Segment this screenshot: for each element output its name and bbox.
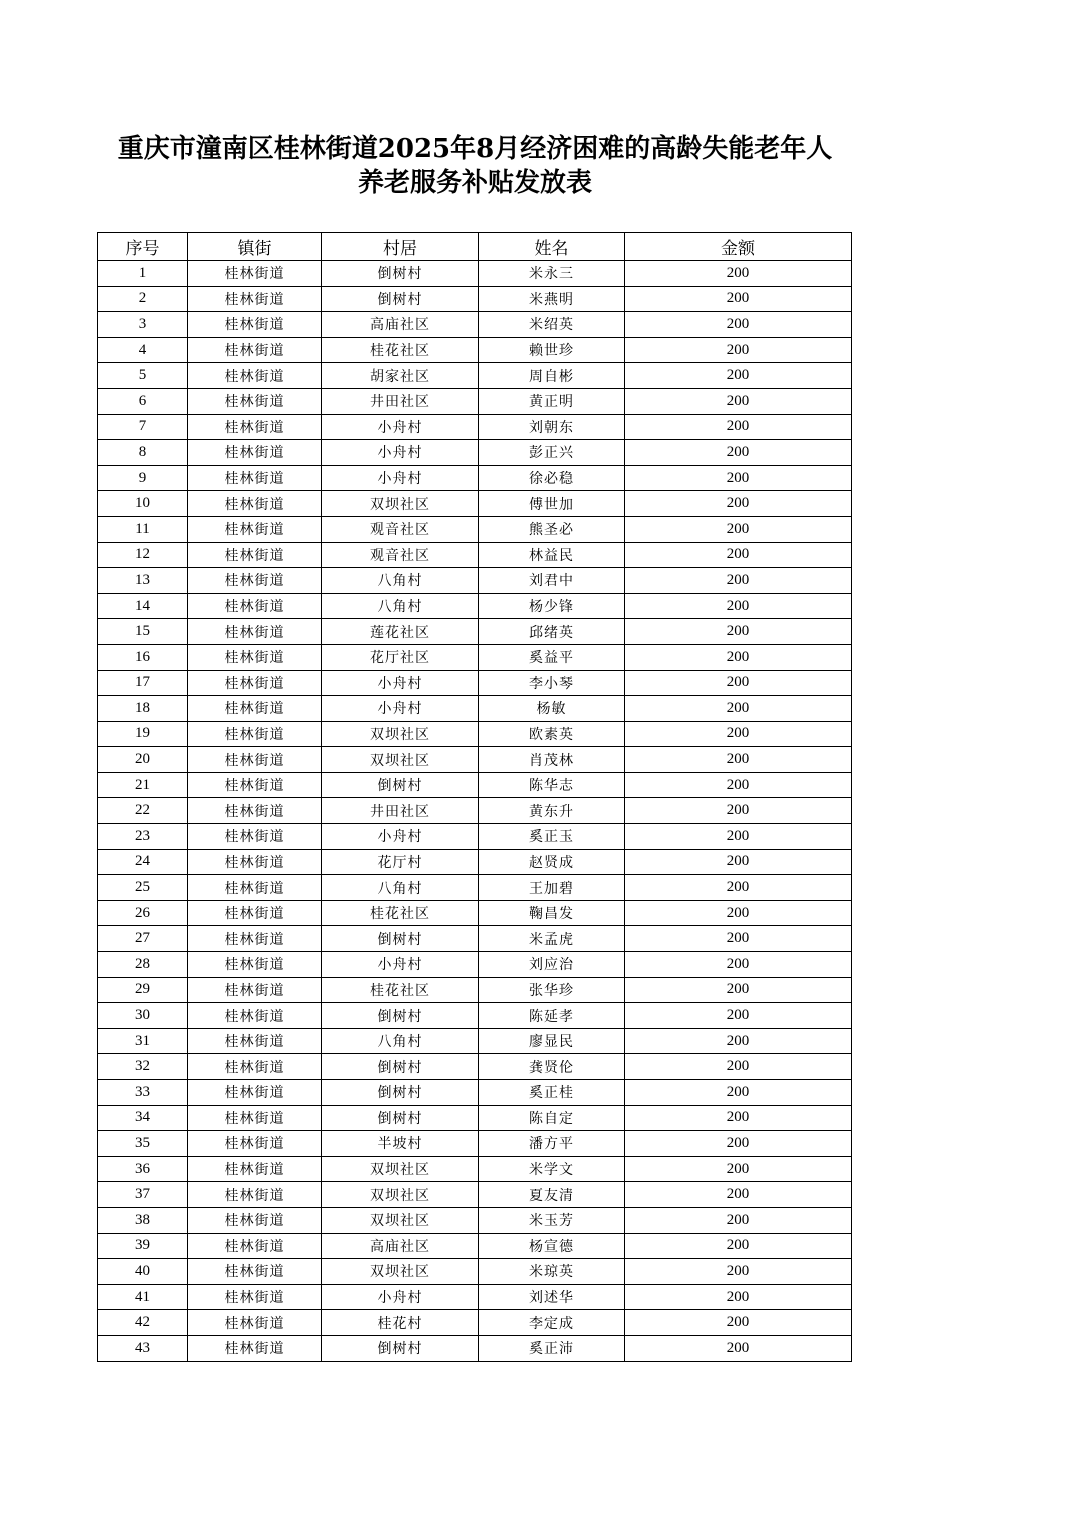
- cell-amount: 200: [625, 1156, 852, 1182]
- cell-amount: 200: [625, 363, 852, 389]
- header-village: 村居: [322, 233, 479, 261]
- cell-amount: 200: [625, 926, 852, 952]
- cell-amount: 200: [625, 696, 852, 722]
- page-title: [0, 132, 950, 200]
- cell-village: 倒树村: [322, 1080, 479, 1106]
- table-row: [98, 1156, 852, 1182]
- cell-name: 周自彬: [479, 363, 625, 389]
- cell-village: 双坝社区: [322, 1207, 479, 1233]
- cell-amount: 200: [625, 1207, 852, 1233]
- cell-name: 徐必稳: [479, 465, 625, 491]
- cell-town: 桂林街道: [188, 798, 322, 824]
- cell-town: 桂林街道: [188, 1156, 322, 1182]
- table-row: [98, 414, 852, 440]
- cell-amount: 200: [625, 875, 852, 901]
- cell-name: 鞠昌发: [479, 900, 625, 926]
- cell-serial: 12: [98, 542, 188, 568]
- cell-village: 八角村: [322, 568, 479, 594]
- table-row: [98, 1131, 852, 1157]
- table-row: [98, 465, 852, 491]
- cell-amount: 200: [625, 747, 852, 773]
- table-row: [98, 516, 852, 542]
- cell-name: 赖世珍: [479, 337, 625, 363]
- cell-town: 桂林街道: [188, 1054, 322, 1080]
- cell-serial: 35: [98, 1131, 188, 1157]
- cell-town: 桂林街道: [188, 414, 322, 440]
- table-row: [98, 388, 852, 414]
- cell-village: 小舟村: [322, 465, 479, 491]
- cell-amount: 200: [625, 824, 852, 850]
- table-row: [98, 1105, 852, 1131]
- table-row: [98, 1284, 852, 1310]
- table-row: [98, 952, 852, 978]
- table-row: [98, 1207, 852, 1233]
- cell-name: 杨宣德: [479, 1233, 625, 1259]
- cell-village: 倒树村: [322, 772, 479, 798]
- cell-town: 桂林街道: [188, 465, 322, 491]
- cell-name: 李定成: [479, 1310, 625, 1336]
- cell-town: 桂林街道: [188, 721, 322, 747]
- cell-town: 桂林街道: [188, 952, 322, 978]
- cell-amount: 200: [625, 286, 852, 312]
- cell-serial: 20: [98, 747, 188, 773]
- cell-amount: 200: [625, 568, 852, 594]
- cell-town: 桂林街道: [188, 900, 322, 926]
- cell-amount: 200: [625, 1284, 852, 1310]
- cell-serial: 13: [98, 568, 188, 594]
- cell-name: 杨敏: [479, 696, 625, 722]
- cell-amount: 200: [625, 1233, 852, 1259]
- cell-name: 黄东升: [479, 798, 625, 824]
- cell-serial: 32: [98, 1054, 188, 1080]
- table-row: [98, 568, 852, 594]
- cell-amount: 200: [625, 798, 852, 824]
- cell-village: 倒树村: [322, 1105, 479, 1131]
- cell-amount: 200: [625, 542, 852, 568]
- cell-town: 桂林街道: [188, 388, 322, 414]
- cell-amount: 200: [625, 1003, 852, 1029]
- table-row: [98, 798, 852, 824]
- cell-amount: 200: [625, 1054, 852, 1080]
- cell-name: 陈华志: [479, 772, 625, 798]
- cell-village: 倒树村: [322, 1054, 479, 1080]
- cell-village: 高庙社区: [322, 1233, 479, 1259]
- cell-name: 米玉芳: [479, 1207, 625, 1233]
- cell-amount: 200: [625, 900, 852, 926]
- table-row: [98, 747, 852, 773]
- cell-village: 小舟村: [322, 440, 479, 466]
- cell-serial: 14: [98, 593, 188, 619]
- cell-serial: 21: [98, 772, 188, 798]
- cell-amount: 200: [625, 619, 852, 645]
- cell-town: 桂林街道: [188, 261, 322, 287]
- cell-amount: 200: [625, 772, 852, 798]
- cell-town: 桂林街道: [188, 1131, 322, 1157]
- cell-village: 倒树村: [322, 286, 479, 312]
- cell-village: 双坝社区: [322, 1182, 479, 1208]
- cell-name: 肖茂林: [479, 747, 625, 773]
- cell-name: 刘朝东: [479, 414, 625, 440]
- cell-serial: 15: [98, 619, 188, 645]
- cell-amount: 200: [625, 1335, 852, 1361]
- cell-town: 桂林街道: [188, 1284, 322, 1310]
- cell-name: 熊圣必: [479, 516, 625, 542]
- table-row: [98, 619, 852, 645]
- cell-amount: 200: [625, 1080, 852, 1106]
- cell-amount: 200: [625, 312, 852, 338]
- cell-town: 桂林街道: [188, 1003, 322, 1029]
- cell-amount: 200: [625, 1028, 852, 1054]
- cell-village: 观音社区: [322, 516, 479, 542]
- cell-town: 桂林街道: [188, 824, 322, 850]
- cell-village: 桂花社区: [322, 900, 479, 926]
- header-serial: 序号: [98, 233, 188, 261]
- cell-amount: 200: [625, 491, 852, 517]
- cell-town: 桂林街道: [188, 1182, 322, 1208]
- cell-village: 倒树村: [322, 261, 479, 287]
- table-row: [98, 670, 852, 696]
- cell-serial: 40: [98, 1259, 188, 1285]
- cell-serial: 39: [98, 1233, 188, 1259]
- cell-serial: 24: [98, 849, 188, 875]
- cell-name: 米绍英: [479, 312, 625, 338]
- cell-serial: 19: [98, 721, 188, 747]
- cell-village: 小舟村: [322, 696, 479, 722]
- table-row: [98, 1233, 852, 1259]
- cell-town: 桂林街道: [188, 1080, 322, 1106]
- cell-name: 奚正桂: [479, 1080, 625, 1106]
- cell-serial: 33: [98, 1080, 188, 1106]
- cell-serial: 18: [98, 696, 188, 722]
- cell-serial: 30: [98, 1003, 188, 1029]
- cell-name: 赵贤成: [479, 849, 625, 875]
- table-row: [98, 1054, 852, 1080]
- cell-village: 高庙社区: [322, 312, 479, 338]
- cell-village: 胡家社区: [322, 363, 479, 389]
- cell-town: 桂林街道: [188, 1105, 322, 1131]
- cell-amount: 200: [625, 1182, 852, 1208]
- cell-town: 桂林街道: [188, 644, 322, 670]
- cell-amount: 200: [625, 670, 852, 696]
- cell-town: 桂林街道: [188, 747, 322, 773]
- page-title-line-1: 重庆市潼南区桂林街道2025年8月经济困难的高龄失能老年人: [117, 134, 833, 164]
- cell-town: 桂林街道: [188, 568, 322, 594]
- cell-amount: 200: [625, 440, 852, 466]
- cell-name: 奚正沛: [479, 1335, 625, 1361]
- cell-name: 欧素英: [479, 721, 625, 747]
- table-row: [98, 363, 852, 389]
- cell-town: 桂林街道: [188, 875, 322, 901]
- table-row: [98, 1028, 852, 1054]
- table-row: [98, 824, 852, 850]
- table-row: [98, 1335, 852, 1361]
- cell-town: 桂林街道: [188, 1028, 322, 1054]
- cell-name: 刘述华: [479, 1284, 625, 1310]
- cell-town: 桂林街道: [188, 772, 322, 798]
- table-row: [98, 1182, 852, 1208]
- cell-village: 小舟村: [322, 414, 479, 440]
- cell-village: 倒树村: [322, 1003, 479, 1029]
- cell-serial: 29: [98, 977, 188, 1003]
- cell-village: 双坝社区: [322, 747, 479, 773]
- cell-amount: 200: [625, 414, 852, 440]
- table-row: [98, 1080, 852, 1106]
- cell-amount: 200: [625, 721, 852, 747]
- table-row: [98, 696, 852, 722]
- cell-amount: 200: [625, 1131, 852, 1157]
- cell-town: 桂林街道: [188, 619, 322, 645]
- cell-serial: 38: [98, 1207, 188, 1233]
- cell-town: 桂林街道: [188, 516, 322, 542]
- cell-serial: 11: [98, 516, 188, 542]
- cell-town: 桂林街道: [188, 440, 322, 466]
- table-row: [98, 261, 852, 287]
- cell-serial: 7: [98, 414, 188, 440]
- cell-name: 李小琴: [479, 670, 625, 696]
- cell-serial: 37: [98, 1182, 188, 1208]
- table-row: [98, 1003, 852, 1029]
- table-body: [98, 261, 852, 1362]
- cell-amount: 200: [625, 516, 852, 542]
- table-row: [98, 542, 852, 568]
- cell-serial: 9: [98, 465, 188, 491]
- cell-village: 花厅社区: [322, 644, 479, 670]
- cell-name: 陈延孝: [479, 1003, 625, 1029]
- cell-serial: 16: [98, 644, 188, 670]
- cell-name: 黄正明: [479, 388, 625, 414]
- cell-serial: 23: [98, 824, 188, 850]
- cell-serial: 36: [98, 1156, 188, 1182]
- cell-name: 王加碧: [479, 875, 625, 901]
- cell-serial: 3: [98, 312, 188, 338]
- cell-name: 龚贤伦: [479, 1054, 625, 1080]
- cell-village: 双坝社区: [322, 721, 479, 747]
- cell-village: 双坝社区: [322, 491, 479, 517]
- cell-serial: 10: [98, 491, 188, 517]
- cell-serial: 17: [98, 670, 188, 696]
- cell-town: 桂林街道: [188, 337, 322, 363]
- cell-town: 桂林街道: [188, 670, 322, 696]
- table-row: [98, 772, 852, 798]
- cell-village: 双坝社区: [322, 1259, 479, 1285]
- cell-name: 林益民: [479, 542, 625, 568]
- cell-serial: 22: [98, 798, 188, 824]
- cell-town: 桂林街道: [188, 1233, 322, 1259]
- page-title-line-2: 养老服务补贴发放表: [357, 168, 592, 198]
- cell-serial: 31: [98, 1028, 188, 1054]
- cell-village: 井田社区: [322, 798, 479, 824]
- cell-village: 八角村: [322, 875, 479, 901]
- table-row: [98, 900, 852, 926]
- table-row: [98, 593, 852, 619]
- cell-village: 井田社区: [322, 388, 479, 414]
- cell-village: 双坝社区: [322, 1156, 479, 1182]
- cell-village: 八角村: [322, 593, 479, 619]
- cell-serial: 6: [98, 388, 188, 414]
- cell-village: 莲花社区: [322, 619, 479, 645]
- cell-amount: 200: [625, 388, 852, 414]
- cell-town: 桂林街道: [188, 542, 322, 568]
- cell-name: 夏友清: [479, 1182, 625, 1208]
- cell-amount: 200: [625, 593, 852, 619]
- cell-name: 刘应治: [479, 952, 625, 978]
- header-name: 姓名: [479, 233, 625, 261]
- cell-village: 桂花社区: [322, 977, 479, 1003]
- cell-serial: 25: [98, 875, 188, 901]
- cell-amount: 200: [625, 644, 852, 670]
- table-row: [98, 440, 852, 466]
- cell-village: 桂花村: [322, 1310, 479, 1336]
- cell-name: 米燕明: [479, 286, 625, 312]
- table-row: [98, 1259, 852, 1285]
- cell-serial: 42: [98, 1310, 188, 1336]
- cell-town: 桂林街道: [188, 1335, 322, 1361]
- cell-serial: 5: [98, 363, 188, 389]
- cell-name: 奚正玉: [479, 824, 625, 850]
- cell-town: 桂林街道: [188, 849, 322, 875]
- table-row: [98, 926, 852, 952]
- cell-serial: 27: [98, 926, 188, 952]
- cell-serial: 43: [98, 1335, 188, 1361]
- cell-serial: 2: [98, 286, 188, 312]
- cell-serial: 4: [98, 337, 188, 363]
- cell-town: 桂林街道: [188, 977, 322, 1003]
- cell-village: 小舟村: [322, 824, 479, 850]
- table-row: [98, 977, 852, 1003]
- cell-village: 桂花社区: [322, 337, 479, 363]
- table-row: [98, 1310, 852, 1336]
- cell-name: 米永三: [479, 261, 625, 287]
- cell-serial: 28: [98, 952, 188, 978]
- table-row: [98, 312, 852, 338]
- cell-name: 邱绪英: [479, 619, 625, 645]
- cell-name: 张华珍: [479, 977, 625, 1003]
- cell-village: 花厅村: [322, 849, 479, 875]
- cell-serial: 41: [98, 1284, 188, 1310]
- cell-serial: 1: [98, 261, 188, 287]
- cell-amount: 200: [625, 261, 852, 287]
- cell-name: 米琼英: [479, 1259, 625, 1285]
- cell-amount: 200: [625, 337, 852, 363]
- cell-serial: 34: [98, 1105, 188, 1131]
- cell-town: 桂林街道: [188, 286, 322, 312]
- cell-town: 桂林街道: [188, 312, 322, 338]
- cell-town: 桂林街道: [188, 363, 322, 389]
- cell-serial: 26: [98, 900, 188, 926]
- header-town: 镇街: [188, 233, 322, 261]
- cell-village: 倒树村: [322, 926, 479, 952]
- cell-name: 廖显民: [479, 1028, 625, 1054]
- cell-town: 桂林街道: [188, 926, 322, 952]
- cell-village: 八角村: [322, 1028, 479, 1054]
- table-row: [98, 849, 852, 875]
- cell-amount: 200: [625, 952, 852, 978]
- cell-village: 倒树村: [322, 1335, 479, 1361]
- cell-amount: 200: [625, 1310, 852, 1336]
- cell-amount: 200: [625, 849, 852, 875]
- cell-town: 桂林街道: [188, 696, 322, 722]
- cell-name: 傅世加: [479, 491, 625, 517]
- cell-village: 小舟村: [322, 670, 479, 696]
- cell-name: 奚益平: [479, 644, 625, 670]
- cell-amount: 200: [625, 465, 852, 491]
- cell-town: 桂林街道: [188, 1310, 322, 1336]
- cell-town: 桂林街道: [188, 1207, 322, 1233]
- table-row: [98, 875, 852, 901]
- cell-name: 陈自定: [479, 1105, 625, 1131]
- cell-village: 小舟村: [322, 1284, 479, 1310]
- table-row: [98, 491, 852, 517]
- cell-town: 桂林街道: [188, 593, 322, 619]
- table-row: [98, 286, 852, 312]
- table-row: [98, 721, 852, 747]
- cell-village: 小舟村: [322, 952, 479, 978]
- cell-name: 潘方平: [479, 1131, 625, 1157]
- table-row: [98, 337, 852, 363]
- cell-village: 半坡村: [322, 1131, 479, 1157]
- header-amount: 金额: [625, 233, 852, 261]
- cell-name: 彭正兴: [479, 440, 625, 466]
- cell-amount: 200: [625, 1105, 852, 1131]
- cell-serial: 8: [98, 440, 188, 466]
- cell-amount: 200: [625, 1259, 852, 1285]
- cell-name: 米孟虎: [479, 926, 625, 952]
- cell-name: 刘君中: [479, 568, 625, 594]
- cell-town: 桂林街道: [188, 491, 322, 517]
- cell-name: 杨少锋: [479, 593, 625, 619]
- cell-amount: 200: [625, 977, 852, 1003]
- cell-name: 米学文: [479, 1156, 625, 1182]
- cell-town: 桂林街道: [188, 1259, 322, 1285]
- subsidy-table: [97, 232, 852, 1362]
- cell-village: 观音社区: [322, 542, 479, 568]
- table-header-row: [98, 233, 852, 261]
- table-row: [98, 644, 852, 670]
